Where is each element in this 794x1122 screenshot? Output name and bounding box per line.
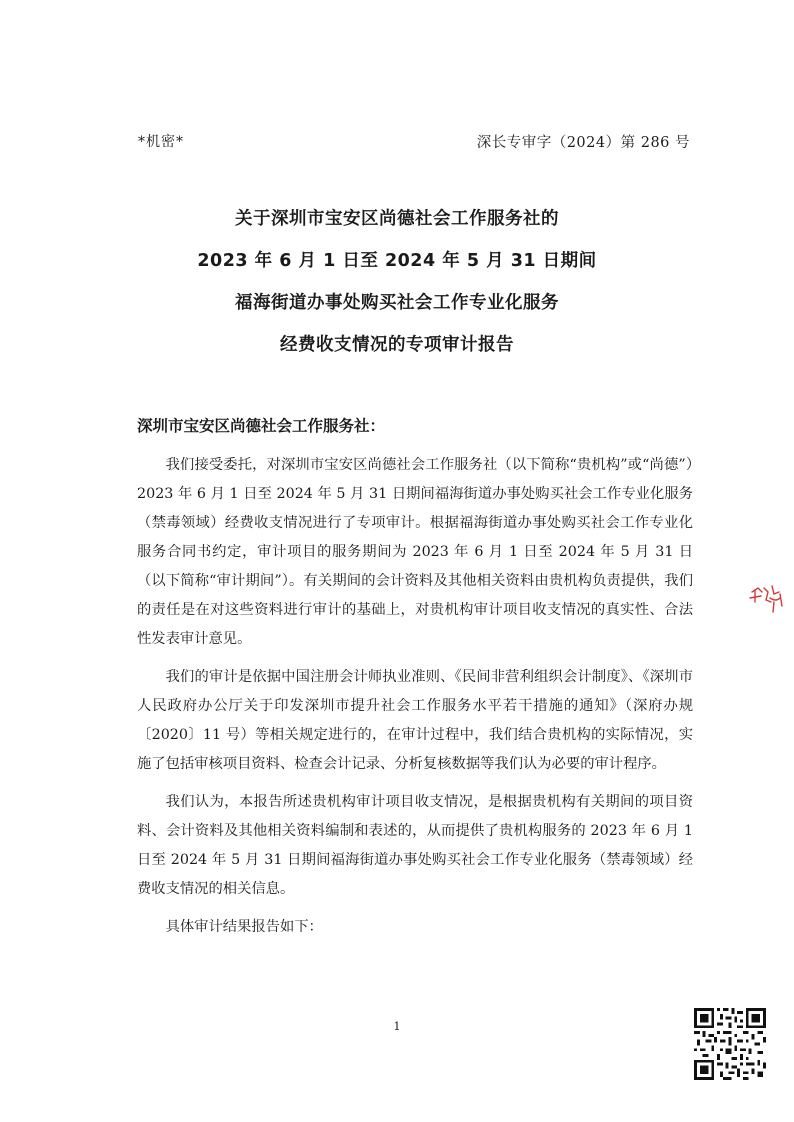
title-line-1: 关于深圳市宝安区尚德社会工作服务社的 [235,209,559,229]
classification-label: *机密* [138,134,184,150]
paragraph-results-intro: 具体审计结果报告如下： [165,919,323,935]
paragraph-engagement: 我们接受委托，对深圳市宝安区尚德社会工作服务社（以下简称“贵机构”或“尚德”） 2023 年 6 月 1 日至 2024 年 5 月 31 日期间福海街道办事处购买社会工作专业化服务（禁毒领域）经费收支情况进行了专项审计。根据福海街道办事处购买社会工作专业化服务合同书约定，审计项目的服务期间为 2023 年 6 月 1 日至 2024 年 5 月 31 日（以下简称“审计期间”）。有关期间的会计资料及其他相关资料由贵机构负责提供，我们的责任是在对这些资料进行审计的基础上，对贵机构审计项目收支情况的真实性、合法性发表审计意见。 [137,457,708,647]
side-seal-stamp [746,580,786,640]
report-title [0,198,794,366]
addressee: 深圳市宝安区尚德社会工作服务社： [137,417,386,435]
qr-code-icon [694,1008,766,1080]
page-number: 1 [393,1020,401,1033]
report-body [137,451,708,951]
paragraph-opinion: 我们认为，本报告所述贵机构审计项目收支情况，是根据贵机构有关期间的项目资料、会计资料及其他相关资料编制和表述的，从而提供了贵机构服务的 2023 年 6 月 1 日至 2024 年 5 月 31 日期间福海街道办事处购买社会工作专业化服务（禁毒领域）经费收支情况的相关信息。 [137,794,693,897]
title-line-3: 福海街道办事处购买社会工作专业化服务 [235,293,559,313]
report-number: 深长专审字（2024）第 286 号 [476,135,690,151]
title-line-4: 经费收支情况的专项审计报告 [280,335,514,355]
paragraph-basis: 我们的审计是依据中国注册会计师执业准则、《民间非营利组织会计制度》、《深圳市人民政府办公厅关于印发深圳市提升社会工作服务水平若干措施的通知》（深府办规〔2020〕11 号）等相关规定进行的，在审计过程中，我们结合贵机构的实际情况，实施了包括审核项目资料、检查会计记录、分析复核数据等我们认为必要的审计程序。 [137,669,693,772]
title-line-2: 2023 年 6 月 1 日至 2024 年 5 月 31 日期间 [197,251,597,271]
